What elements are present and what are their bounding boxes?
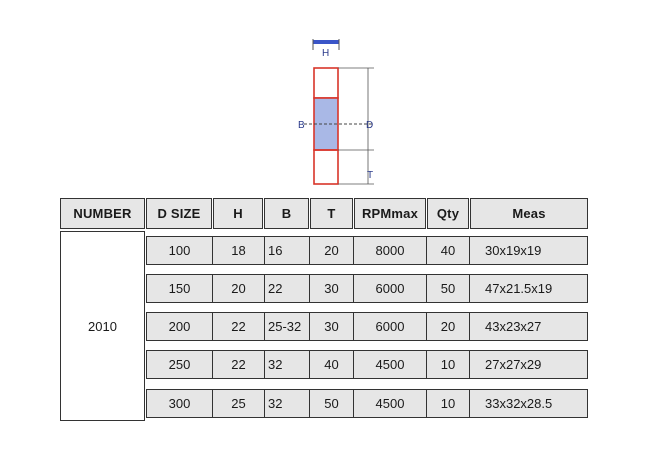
header-meas: Meas: [470, 198, 588, 229]
table-row: [146, 274, 588, 303]
spec-table: [60, 198, 588, 424]
meas-cell: 27x27x29: [485, 357, 542, 372]
b-cell: 32: [265, 390, 310, 417]
b-cell: 25-32: [265, 313, 310, 340]
h-cell: 22: [213, 313, 265, 340]
table-row: [146, 236, 588, 265]
label-h: H: [322, 48, 330, 59]
meas-cell: 33x32x28.5: [485, 396, 553, 411]
h-cell: 18: [213, 237, 265, 264]
t-cell: 20: [310, 237, 354, 264]
rpm-cell: 8000: [354, 237, 427, 264]
d-size-cell: 250: [147, 351, 213, 378]
table-row: [146, 312, 588, 341]
table-row: [146, 389, 588, 418]
tire-upper: [314, 68, 338, 98]
tire-lower: [314, 150, 338, 184]
b-cell: 16: [265, 237, 310, 264]
h-cell: 22: [213, 351, 265, 378]
b-cell: 32: [265, 351, 310, 378]
b-cell: 22: [265, 275, 310, 302]
model-number-cell: 2010: [60, 231, 145, 421]
width-marker-bar: [313, 40, 339, 44]
header-number: NUMBER: [60, 198, 145, 229]
table-row: [146, 350, 588, 379]
d-size-cell: 150: [147, 275, 213, 302]
meas-cell: 47x21.5x19: [485, 281, 553, 296]
header-t: T: [310, 198, 353, 229]
header-rpm-max: RPMmax: [354, 198, 426, 229]
d-size-cell: 100: [147, 237, 213, 264]
meas-cell: 43x23x27: [485, 319, 542, 334]
rpm-cell: 4500: [354, 351, 427, 378]
header-qty: Qty: [427, 198, 469, 229]
label-d: D: [366, 120, 374, 131]
qty-cell: 20: [427, 313, 470, 340]
header-d-size: D SIZE: [146, 198, 212, 229]
h-cell: 25: [213, 390, 265, 417]
rpm-cell: 6000: [354, 313, 427, 340]
rpm-cell: 4500: [354, 390, 427, 417]
qty-cell: 10: [427, 351, 470, 378]
qty-cell: 10: [427, 390, 470, 417]
qty-cell: 50: [427, 275, 470, 302]
label-b: B: [298, 120, 305, 131]
d-size-cell: 200: [147, 313, 213, 340]
header-h: H: [213, 198, 263, 229]
label-t: T: [367, 170, 374, 181]
wheel-dimension-diagram: [0, 0, 650, 195]
qty-cell: 40: [427, 237, 470, 264]
t-cell: 50: [310, 390, 354, 417]
t-cell: 40: [310, 351, 354, 378]
t-cell: 30: [310, 275, 354, 302]
t-cell: 30: [310, 313, 354, 340]
meas-cell: 30x19x19: [485, 243, 542, 258]
d-size-cell: 300: [147, 390, 213, 417]
rpm-cell: 6000: [354, 275, 427, 302]
h-cell: 20: [213, 275, 265, 302]
header-b: B: [264, 198, 309, 229]
